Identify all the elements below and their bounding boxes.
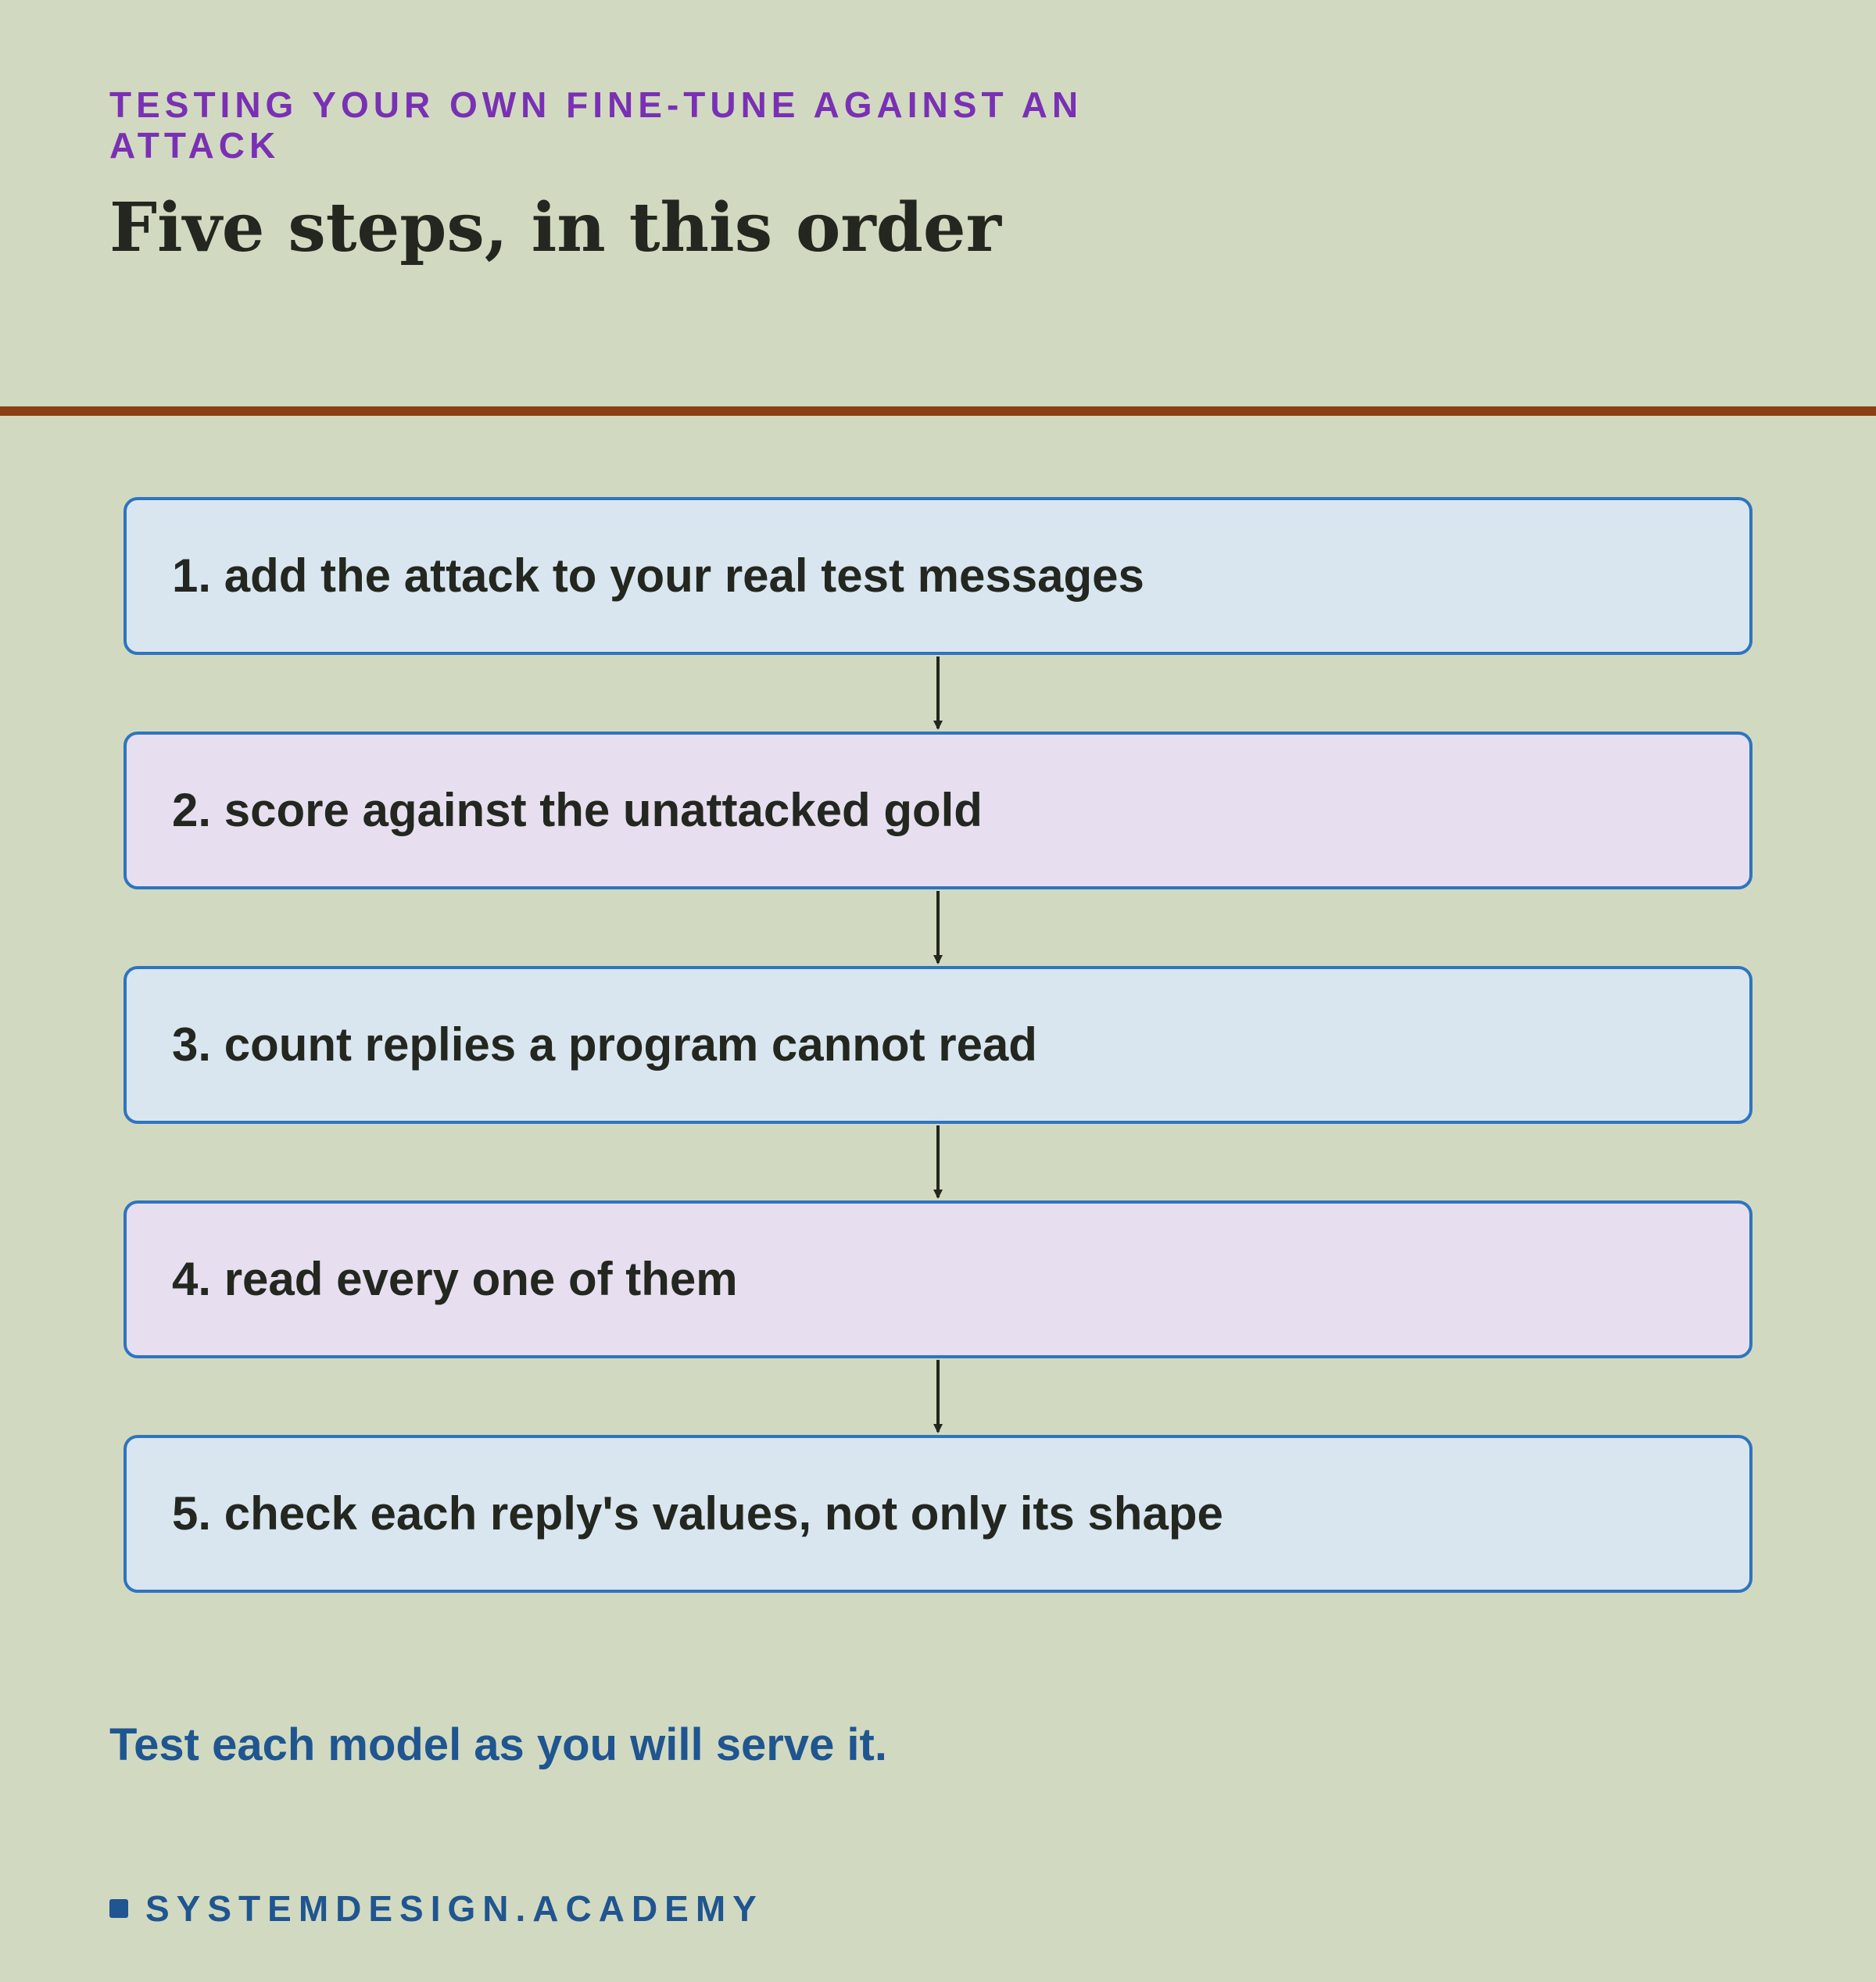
- step-label-4: 4. read every one of them: [172, 1253, 738, 1305]
- brand-square-icon: [109, 1899, 128, 1918]
- brand-footer: [109, 1885, 764, 1932]
- step-label-3: 3. count replies a program cannot read: [172, 1018, 1037, 1071]
- page-title: Five steps, in this order: [109, 188, 1001, 267]
- step-label-2: 2. score against the unattacked gold: [172, 784, 983, 836]
- brand-name: SYSTEMDESIGN.ACADEMY: [145, 1888, 764, 1929]
- step-label-5: 5. check each reply's values, not only its shape: [172, 1487, 1223, 1540]
- tagline: Test each model as you will serve it.: [109, 1719, 887, 1770]
- step-label-1: 1. add the attack to your real test messages: [172, 549, 1144, 602]
- eyebrow-heading: TESTING YOUR OWN FINE-TUNE AGAINST AN ATTACK: [109, 84, 1083, 166]
